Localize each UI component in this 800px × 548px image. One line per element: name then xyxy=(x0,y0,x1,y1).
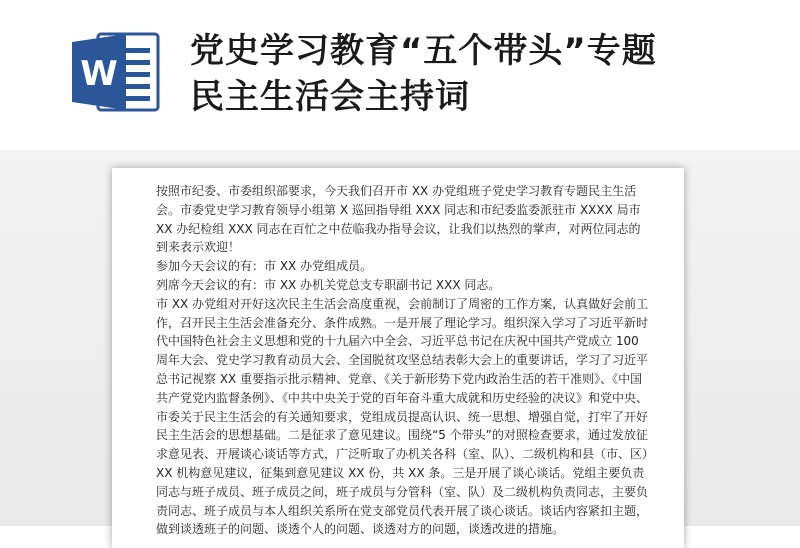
document-body xyxy=(156,182,652,539)
paragraph-intro: 按照市纪委、市委组织部要求，今天我们召开市 XX 办党组班子党史学习教育专题民主生活会。市委党史学习教育领导小组第 X 巡回指导组 XXX 同志和市纪委监委派驻市 XXXX 局市 XX 办纪检组 XXX 同志在百忙之中莅临我办指导会议，让我们以热烈的掌声，对两位同志的到来表示欢迎！ xyxy=(156,184,641,255)
title-line-2: 民主生活会主持词 xyxy=(190,77,470,117)
paragraph-attendees: 参加今天会议的有：市 XX 办党组成员。 xyxy=(156,259,373,274)
title-line-1: 党史学习教育“五个带头”专题 xyxy=(190,31,657,71)
paragraph-observers: 列席今天会议的有：市 XX 办机关党总支专职副书记 XXX 同志。 xyxy=(156,277,501,292)
document-page xyxy=(112,168,684,548)
word-logo-letter: W xyxy=(80,54,118,94)
document-title xyxy=(190,28,790,120)
paragraph-preparation: 市 XX 办党组对开好这次民主生活会高度重视，会前制订了周密的工作方案，认真做好会前工作，召开民主生活会准备充分、条件成熟。一是开展了理论学习。组织深入学习了习近平新时代中国特色社会主义思想和党的十九届六中全会、习近平总书记在庆祝中国共产党成立 100 周年大会、党史学习教育动员大会、全国脱贫攻坚总结表彰大会上的重要讲话，学习了习近平总书记视察 XX 重要指示批示精神、党章、《关于新形势下党内政治生活的若干准则》、《中国共产党党内监督条例》、《中共中央关于党的百年奋斗重大成就和历史经验的决议》和党中央、市委关于民主生活会的有关通知要求，党组成员提高认识、统一思想、增强自觉，打牢了开好民主生活会的思想基础。二是征求了意见建议。围绕“5 个带头”的对照检查要求，通过发放征求意见表、开展谈心谈话等方式，广泛听取了办机关各科（室、队）、二级机构和县（市、区）XX 机构意见建议，征集到意见建议 XX 份，共 XX 条。三是开展了谈心谈话。党组主要负责同志与班子成员、班子成员之间，班子成员与分管科（室、队）及二级机构负责同志，主要负责同志、班子成员与本人组织关系所在党支部党员代表开展了谈心谈话。谈话内容紧扣主题，做到谈透班子的问题、谈透个人的问题、谈透对方的问题，谈透改进的措施。 xyxy=(156,296,649,537)
banner-header xyxy=(0,0,800,150)
word-document-icon xyxy=(70,30,162,114)
